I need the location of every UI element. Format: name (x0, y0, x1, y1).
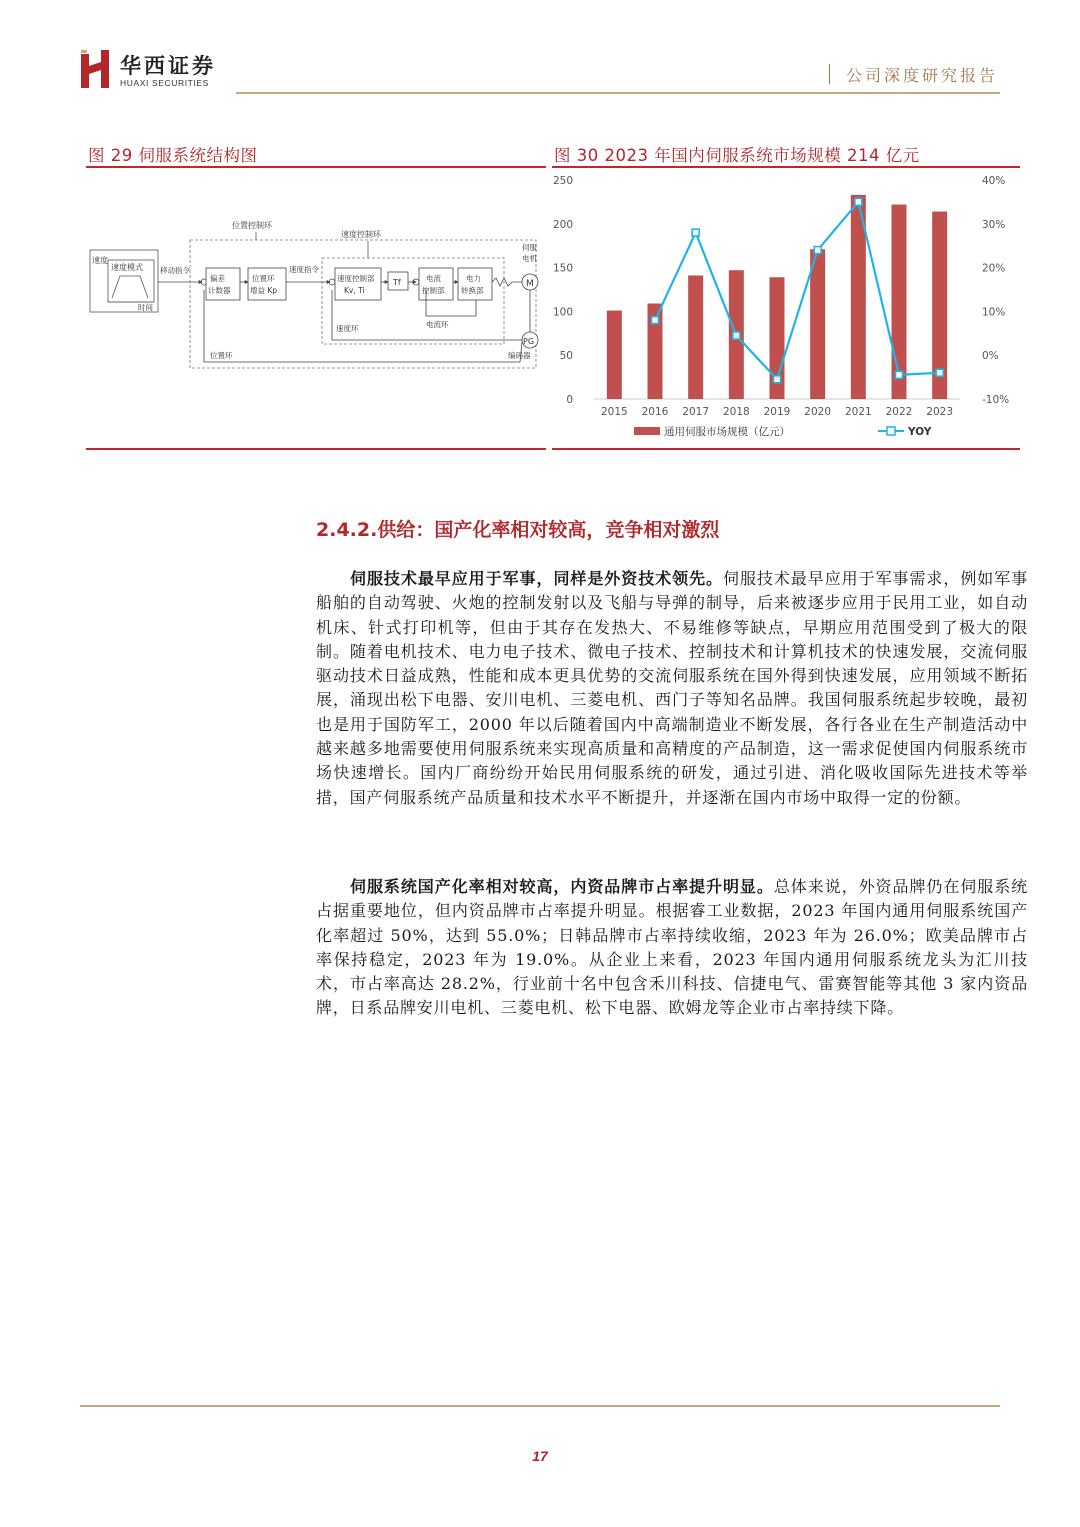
encoder (508, 332, 538, 360)
paragraph-1-body: 伺服技术最早应用于军事需求，例如军事船舶的自动驾驶、火炮的控制发射以及飞船与导弹的制导，后来被逐步应用于民用工业，如自动机床、针式打印机等，但由于其存在发热大、不易维修等缺点，早期应用范围受到了极大的限制。随着电机技术、电力电子技术、微电子技术、控制技术和计算机技术的快速发展，交流伺服驱动技术日益成熟，性能和成本更具优势的交流伺服系统在国外得到快速发展，应用领域不断拓展，涌现出松下电器、安川电机、三菱电机、西门子等知名品牌。我国伺服系统起步较晚，最初也是用于国防军工，2000 年以后随着国内中高端制造业不断发展，各行各业在生产制造活动中越来越多地需要使用伺服系统来实现高质量和高精度的产品制造，这一需求促使国内伺服系统市场快速增长。国内厂商纷纷开始民用伺服系统的研发，通过引进、消化吸收国际先进技术等举措，国产伺服系统产品质量和技术水平不断提升，并逐渐在国内市场中取得一定的份额。 (316, 569, 1028, 807)
error-counter-block (206, 268, 240, 300)
label-position-loop: 位置环 (210, 351, 233, 360)
encoder-symbol: PG (523, 337, 535, 346)
y-right-tick-label: 40% (982, 175, 1006, 187)
x-tick-label: 2015 (600, 406, 628, 418)
x-tick-label: 2023 (926, 406, 954, 418)
servo-structure-diagram (86, 210, 546, 380)
logo-english-name: HUAXI SECURITIES (120, 78, 209, 88)
yoy-point (814, 247, 821, 254)
position-control-loop-boundary (190, 240, 536, 368)
y-right-tick-label: -10% (982, 394, 1010, 406)
yoy-point (855, 198, 862, 205)
page-number: 17 (532, 1448, 548, 1464)
x-tick-label: 2021 (844, 406, 872, 418)
motor-symbol: M (526, 279, 534, 289)
yoy-point (652, 317, 659, 324)
y-left-tick-label: 100 (552, 306, 573, 319)
yoy-point (936, 369, 943, 376)
paragraph-2-body: 总体来说，外资品牌仍在伺服系统占据重要地位，但内资品牌市占率提升明显。根据睿工业数据，2023 年国内通用伺服系统国产化率超过 50%，达到 55.0%；日韩品牌市占率持续收缩，2023 年为 26.0%；欧美品牌市占率保持稳定，2023 年为 19.0%。从企业上来看，2023 年国内通用伺服系统龙头为汇川技术，市占率高达 28.2%，行业前十名中包含禾川科技、信捷电气、雷赛智能等其他 3 家内资品牌，日系品牌安川电机、三菱电机、松下电器、欧姆龙等企业市占率持续下降。 (316, 877, 1028, 1018)
logo-chinese-name: 华西证券 (120, 54, 216, 78)
y-left-tick-label: 0 (566, 394, 573, 406)
power-conv-line2: 转换部 (461, 286, 484, 295)
market-size-bar (810, 249, 825, 399)
speed-ctrl-line2: Kv, Ti (344, 286, 365, 295)
paragraph-2 (316, 875, 1028, 1021)
current-control-block (419, 268, 453, 300)
label-move-command: 移动指令 (160, 266, 190, 275)
label-speed: 速度 (92, 256, 108, 265)
figure-30-title: 图 30 2023 年国内伺服系统市场规模 214 亿元 (554, 146, 920, 165)
error-counter-line1: 偏差 (210, 274, 225, 283)
x-tick-label: 2018 (722, 406, 750, 418)
x-tick-label: 2022 (885, 406, 913, 418)
footer-rule (80, 1405, 1000, 1407)
legend-swatch-marker (887, 427, 895, 435)
label-time: 时间 (138, 303, 153, 312)
paragraph-1-lead: 伺服技术最早应用于军事，同样是外资技术领先。 (350, 569, 723, 588)
market-size-chart (548, 168, 1020, 446)
yoy-point (692, 229, 699, 236)
speed-control-block (335, 268, 381, 300)
speed-profile-box (90, 250, 158, 312)
encoder-label: 编码器 (508, 351, 531, 360)
report-type: 公司深度研究报告 (845, 66, 998, 85)
huaxi-logo-mark-icon (80, 48, 112, 90)
label-speed-command: 速度指令 (289, 265, 319, 274)
current-ctrl-line2: 控制部 (422, 286, 445, 295)
tf-filter-block (388, 272, 408, 290)
market-size-bar (607, 311, 622, 399)
market-size-bar (892, 205, 907, 399)
figure-29-bottom-rule (86, 448, 546, 450)
position-gain-line1: 位置环 (252, 274, 275, 283)
power-conv-line1: 电力 (466, 274, 481, 283)
figure-29-title: 图 29 伺服系统结构图 (88, 146, 258, 165)
x-tick-label: 2017 (682, 406, 710, 418)
section-title: 2.4.2.供给：国产化率相对较高，竞争相对激烈 (316, 519, 720, 541)
paragraph-2-lead: 伺服系统国产化率相对较高，内资品牌市占率提升明显。 (350, 877, 774, 896)
label-position-control-loop: 位置控制环 (232, 221, 272, 230)
servo-motor-line2: 电机 (522, 254, 537, 263)
y-left-tick-label: 150 (552, 262, 573, 275)
y-right-tick-label: 0% (982, 350, 999, 363)
error-counter-line2: 计数器 (208, 286, 231, 295)
current-ctrl-line1: 电流 (426, 274, 441, 283)
x-tick-label: 2019 (763, 406, 791, 418)
yoy-point (733, 332, 740, 339)
servo-motor-line1: 伺服 (522, 243, 537, 252)
market-size-bar (688, 275, 703, 399)
label-current-loop: 电流环 (426, 320, 449, 329)
label-speed-loop: 速度环 (336, 324, 359, 333)
power-conversion-block (458, 268, 492, 300)
yoy-point (896, 371, 903, 378)
x-tick-label: 2020 (804, 406, 832, 418)
figure-29-top-rule (86, 166, 546, 168)
position-loop-gain-block (248, 268, 286, 300)
header-divider (829, 64, 830, 84)
y-right-tick-label: 30% (982, 218, 1006, 231)
speed-ctrl-line1: 速度控制部 (337, 274, 375, 283)
y-left-tick-label: 200 (552, 218, 573, 231)
position-gain-line2: 增益 Kp (250, 286, 278, 295)
legend-label-line: YOY (908, 426, 932, 438)
paragraph-1 (316, 567, 1028, 810)
y-right-tick-label: 20% (982, 262, 1006, 275)
figure-30-bottom-rule (552, 448, 1020, 450)
legend-label-bar: 通用伺服市场规模（亿元） (664, 426, 790, 438)
header-rule (236, 92, 1000, 94)
yoy-point (774, 376, 781, 383)
servo-motor (522, 242, 538, 290)
label-speed-control-loop: 速度控制环 (341, 230, 381, 239)
legend-swatch-bar (634, 427, 660, 435)
tf-label: Tf (393, 278, 401, 287)
company-logo (80, 48, 240, 94)
y-left-tick-label: 50 (559, 350, 573, 363)
label-speed-mode: 速度模式 (111, 263, 143, 272)
y-left-tick-label: 250 (552, 175, 573, 187)
x-tick-label: 2016 (641, 406, 669, 418)
y-right-tick-label: 10% (982, 306, 1006, 319)
